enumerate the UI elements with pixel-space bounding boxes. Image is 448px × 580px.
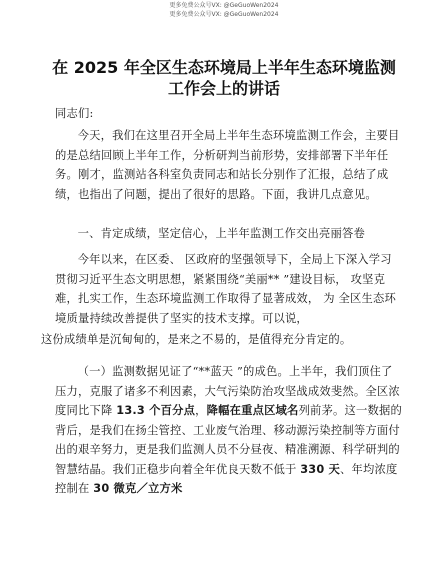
document-title-line-1: 在 2025 年全区生态环境局上半年生态环境监测: [52, 58, 396, 77]
monitoring-highlight-rank: 降幅在重点区域名: [206, 404, 299, 417]
monitoring-text-g: 、年均浓度控制在: [55, 462, 398, 495]
salutation: 同志们:: [55, 107, 94, 120]
monitoring-highlight-days: 330 天: [300, 462, 341, 476]
monitoring-highlight-drop: 13.3 个百分点: [116, 404, 196, 417]
section-heading-1: 一、肯定成绩，坚定信心，上半年监测工作交出亮丽答卷: [77, 227, 366, 240]
paragraph-summary: 这份成绩单是沉甸甸的，是来之不易的，是值得充分肯定的。: [41, 333, 352, 346]
watermark-line-2: 更多免费公众号VX: @GeGuoWen2024: [169, 11, 279, 18]
monitoring-text-a: （一）监测数据见证了“**蓝天 ”的成色。上半年，我们顶住了压力，克服了诸多不利因素，大气污染防治攻坚战成效斐然。全区浓度同比下降: [55, 365, 400, 417]
monitoring-text-e: 列前茅。这一数据的背后，是我们在扬尘管控、工业废气治理、移动源污染控制等方面付出的艰辛努力，更是我们监测人员不分昼夜、精准溯源、科学研判的智慧结晶。我们正稳步向着全年优良天数不低于: [55, 404, 403, 476]
watermark-line-1: 更多免费公众号VX: @GeGuoWen2024: [169, 2, 279, 9]
paragraph-achievements: 今年以来，在区委、 区政府的坚强领导下，全局上下深入学习贯彻习近平生态文明思想，紧紧围绕“美丽** ”建设目标， 攻坚克难，扎实工作，生态环境监测工作取得了显著成效， 为 全区生态环境质量持续改善提供了坚实的技术支撑。可以说，: [55, 253, 396, 325]
monitoring-highlight-concentration: 30 微克／立方米: [93, 482, 183, 495]
monitoring-text-c: ，: [195, 404, 207, 417]
document-title-line-2: 工作会上的讲话: [167, 79, 280, 98]
paragraph-intro: 今天，我们在这里召开全局上半年生态环境监测工作会，主要目的是总结回顾上半年工作，分析研判当前形势，安排部署下半年任务。刚才，监测站各科室负责同志和站长分别作了汇报，总结了成绩，也指出了问题，提出了很好的思路。下面，我讲几点意见。: [55, 129, 400, 201]
paragraph-monitoring-data: [55, 362, 403, 499]
